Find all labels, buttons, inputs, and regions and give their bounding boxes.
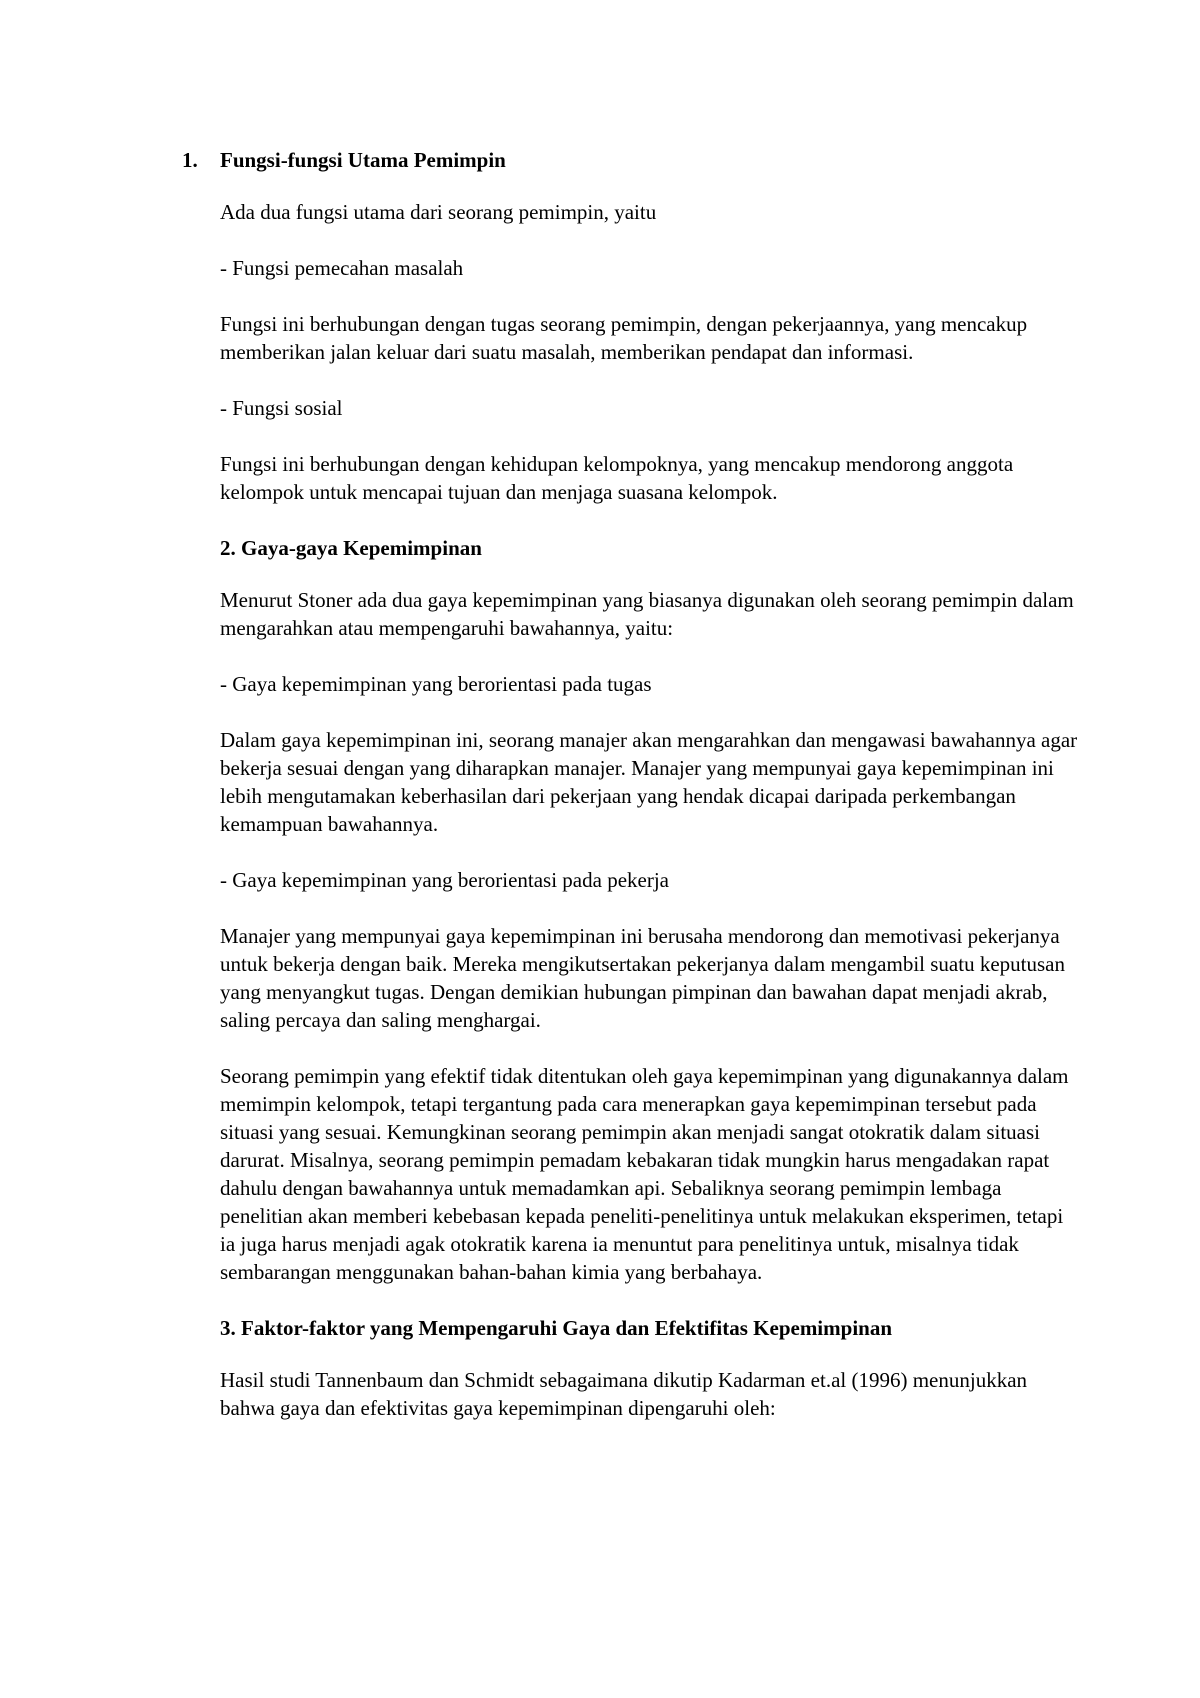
section-2-intro: Menurut Stoner ada dua gaya kepemimpinan yang biasanya digunakan oleh seorang pemimpin dalam mengarahkan atau mempengaruhi bawahannya, yaitu:: [220, 588, 1074, 640]
section-3-intro: Hasil studi Tannenbaum dan Schmidt sebagaimana dikutip Kadarman et.al (1996) menunjukkan bahwa gaya dan efektivitas gaya kepemimpinan dipengaruhi oleh:: [220, 1368, 1028, 1420]
section-1-title: Fungsi-fungsi Utama Pemimpin: [220, 148, 506, 172]
section-1-item-2-text: Fungsi ini berhubungan dengan kehidupan kelompoknya, yang mencakup mendorong anggota kelompok untuk mencapai tujuan dan menjaga suasana kelompok.: [220, 452, 1014, 504]
section-1-item-1-text: Fungsi ini berhubungan dengan tugas seorang pemimpin, dengan pekerjaannya, yang mencakup memberikan jalan keluar dari suatu masalah, memberikan pendapat dan informasi.: [220, 312, 1028, 364]
section-1-item-1-title: - Fungsi pemecahan masalah: [220, 256, 464, 280]
section-1-heading: [182, 146, 1080, 174]
section-1-item-2-title: - Fungsi sosial: [220, 396, 343, 420]
section-2-item-1-text: Dalam gaya kepemimpinan ini, seorang manajer akan mengarahkan dan mengawasi bawahannya agar bekerja sesuai dengan yang diharapkan manajer. Manajer yang mempunyai gaya kepemimpinan ini lebih mengutamakan keberhasilan dari pekerjaan yang hendak dicapai daripada perkembangan kemampuan bawahannya.: [220, 728, 1078, 836]
section-2-heading: 2. Gaya-gaya Kepemimpinan: [220, 536, 482, 560]
section-2-item-2-text: Manajer yang mempunyai gaya kepemimpinan ini berusaha mendorong dan memotivasi pekerjanya untuk bekerja dengan baik. Mereka mengikutsertakan pekerjanya dalam mengambil suatu keputusan yang menyangkut tugas. Dengan demikian hubungan pimpinan dan bawahan dapat menjadi akrab, saling percaya dan saling menghargai.: [220, 924, 1065, 1032]
section-1-number: 1.: [182, 148, 198, 172]
document-content: [182, 146, 1080, 1450]
section-2-closing: Seorang pemimpin yang efektif tidak ditentukan oleh gaya kepemimpinan yang digunakannya dalam memimpin kelompok, tetapi tergantung pada cara menerapkan gaya kepemimpinan tersebut pada situasi yang sesuai. Kemungkinan seorang pemimpin akan menjadi sangat otokratik dalam situasi darurat. Misalnya, seorang pemimpin pemadam kebakaran tidak mungkin harus mengadakan rapat dahulu dengan bawahannya untuk memadamkan api. Sebaliknya seorang pemimpin lembaga penelitian akan memberi kebebasan kepada peneliti-penelitinya untuk melakukan eksperimen, tetapi ia juga harus menjadi agak otokratik karena ia menuntut para penelitinya untuk, misalnya tidak sembarangan menggunakan bahan-bahan kimia yang berbahaya.: [220, 1064, 1069, 1284]
section-2-item-1-title: - Gaya kepemimpinan yang berorientasi pada tugas: [220, 672, 652, 696]
section-3-heading: 3. Faktor-faktor yang Mempengaruhi Gaya dan Efektifitas Kepemimpinan: [220, 1316, 893, 1340]
section-2-item-2-title: - Gaya kepemimpinan yang berorientasi pada pekerja: [220, 868, 669, 892]
section-1-intro: Ada dua fungsi utama dari seorang pemimpin, yaitu: [220, 200, 657, 224]
